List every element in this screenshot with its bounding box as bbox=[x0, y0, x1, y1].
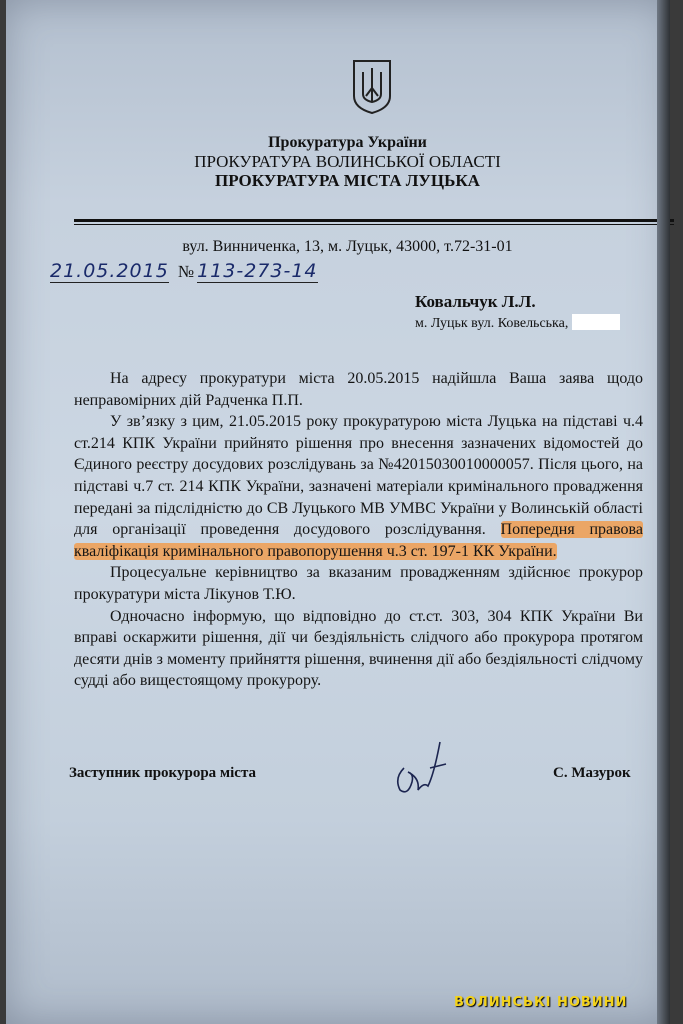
header-divider bbox=[74, 219, 674, 222]
recipient-block bbox=[415, 292, 620, 333]
header-line-2: ПРОКУРАТУРА ВОЛИНСЬКОЇ ОБЛАСТІ bbox=[194, 152, 501, 171]
header-line-3: ПРОКУРАТУРА МІСТА ЛУЦЬКА bbox=[215, 171, 480, 190]
signatory-title: Заступник прокурора міста bbox=[69, 765, 257, 781]
highlighted-qualification: Попередня правова кваліфікація кримінального правопорушення ч.3 ст. 197-1 КК України. bbox=[74, 521, 643, 560]
letter-body bbox=[74, 368, 643, 692]
paragraph-2-text: У зв’язку з цим, 21.05.2015 року прокуратурою міста Луцька на підставі ч.4 ст.214 КПК України прийнято рішення про внесення зазначених відомостей до Єдиного реєстру досудових розслідувань за №42015030010000057. Після цього, на підставі ч.7 ст. 214 КПК України, зазначені матеріали кримінального провадження передані за підслідністю до СВ Луцького МВ УМВС України у Волинській області для організації проведення досудового розслідування. bbox=[74, 413, 643, 539]
paragraph-1: На адресу прокуратури міста 20.05.2015 надійшла Ваша заява щодо неправомірних дій Радченка П.П. bbox=[74, 370, 643, 409]
outgoing-reference bbox=[50, 260, 318, 283]
paragraph-3: Процесуальне керівництво за вказаним провадженням здійснює прокурор прокуратури міста Лікунов Т.Ю. bbox=[74, 564, 643, 603]
document-page bbox=[6, 0, 670, 1024]
paragraph-4: Одночасно інформую, що відповідно до ст.ст. 303, 304 КПК України Ви вправі оскаржити рішення, дії чи бездіяльність слідчого або прокурора протягом десяти днів з моменту прийняття рішення, вчинення дії або бездіяльності слідчому судді або вищестоящому прокурору. bbox=[74, 607, 643, 690]
number-sign: № bbox=[177, 262, 196, 281]
outgoing-date: 21.05.2015 bbox=[50, 260, 169, 282]
header-address: вул. Винниченка, 13, м. Луцьк, 43000, т.72-31-01 bbox=[182, 238, 513, 255]
outgoing-number: 113-273-14 bbox=[197, 260, 318, 282]
paragraph-2 bbox=[74, 411, 643, 562]
signatory-name: С. Мазурок bbox=[553, 765, 631, 781]
watermark-logo: ВОЛИНСЬКІ НОВИНИ bbox=[454, 995, 628, 1010]
header-line-1: Прокуратура України bbox=[268, 134, 427, 151]
handwritten-signature bbox=[390, 738, 450, 798]
ukraine-coat-of-arms-icon bbox=[351, 58, 393, 116]
redaction-box bbox=[572, 314, 620, 330]
recipient-address: м. Луцьк вул. Ковельська, bbox=[415, 316, 569, 331]
page-edge-shadow bbox=[657, 0, 670, 1024]
recipient-name: Ковальчук Л.Л. bbox=[415, 292, 536, 311]
header-divider-thin bbox=[74, 224, 674, 225]
